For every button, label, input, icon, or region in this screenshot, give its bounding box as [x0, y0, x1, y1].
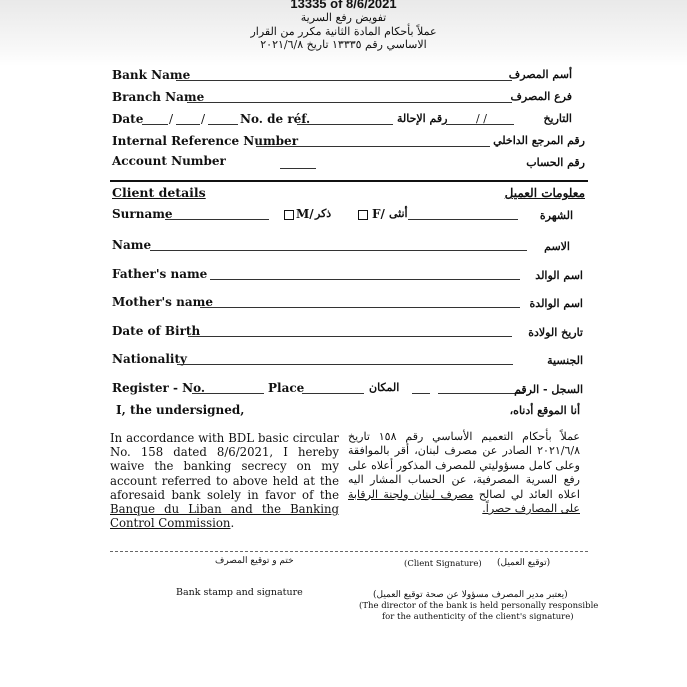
name-field[interactable]: [150, 250, 527, 251]
reference-number-label: No. de réf.: [240, 112, 311, 126]
date-day-field[interactable]: [142, 124, 168, 125]
branch-name-label-arabic: فرع المصرف: [510, 90, 572, 103]
male-label: M/: [296, 207, 314, 221]
nationality-field[interactable]: [177, 364, 513, 365]
female-label-arabic: أنثى: [389, 207, 408, 220]
bdl-bcc-reference: Banque du Liban and the Banking Control Commission: [110, 502, 339, 531]
bank-stamp-label: Bank stamp and signature: [176, 587, 303, 598]
date-of-birth-label: Date of Birth: [112, 324, 201, 338]
bdl-bcc-reference-arabic: مصرف لبنان ولجنة الرقابة على المصارف حصراً.: [348, 487, 580, 516]
nationality-label: Nationality: [112, 352, 187, 366]
surname-field[interactable]: [165, 219, 269, 220]
place-label-arabic: المكان: [369, 381, 400, 394]
female-checkbox[interactable]: [358, 210, 368, 220]
male-checkbox[interactable]: [284, 210, 294, 220]
mother-name-field[interactable]: [200, 307, 520, 308]
father-name-field[interactable]: [210, 279, 520, 280]
waiver-text-arabic: عملاً بأحكام التعميم الأساسي رقم ١٥٨ تاريخ ٢٠٢١/٦/٨ الصادر عن مصرف لبنان، أقر بالموافقة وعلى كامل مسؤوليتي للمصرف المذكور أعلاه على رفع السرية المصرفية، عن الحساب المشار اليه اعلاه العائد لي لصالح مصرف لبنان ولجنة الرقابة على المصارف حصراً.: [348, 430, 580, 516]
date-of-birth-field[interactable]: [188, 336, 512, 337]
register-number-label: Register - No.: [112, 381, 206, 395]
signature-line[interactable]: [110, 551, 588, 552]
date-year-field[interactable]: [208, 124, 238, 125]
date-slash: /: [169, 112, 174, 126]
client-signature-label: (Client Signature): [404, 559, 482, 569]
reference-number-field[interactable]: [297, 124, 393, 125]
name-label: Name: [112, 238, 152, 252]
branch-name-field[interactable]: [187, 102, 512, 103]
bank-stamp-label-arabic: ختم و توقيع المصرف: [215, 556, 294, 566]
internal-reference-label: Internal Reference Number: [112, 134, 299, 148]
internal-reference-label-arabic: رقم المرجع الداخلي: [493, 134, 585, 147]
female-label: F/: [372, 207, 385, 221]
surname-label-arabic: الشهرة: [539, 209, 573, 222]
account-number-field[interactable]: [280, 168, 316, 169]
bank-name-field[interactable]: [176, 80, 512, 81]
surname-arabic-field[interactable]: [408, 219, 518, 220]
director-note-line1: (The director of the bank is held personally responsible: [359, 601, 599, 611]
client-details-heading-arabic: معلومات العميل: [504, 186, 585, 200]
undersigned-text-arabic: أنا الموقع أدناه،: [509, 404, 580, 417]
father-name-label: Father's name: [112, 267, 208, 281]
internal-reference-field[interactable]: [256, 146, 490, 147]
form-title-arabic: تفويض رفع السرية: [300, 11, 387, 24]
date-label-arabic: التاريخ: [543, 112, 572, 125]
male-label-arabic: ذكر: [315, 207, 332, 220]
mother-name-label: Mother's name: [112, 295, 213, 309]
account-number-label-arabic: رقم الحساب: [526, 156, 585, 169]
register-number-label-arabic: السجل - الرقم: [514, 383, 583, 396]
form-subtitle-arabic: عملاً بأحكام المادة الثانية مكرر من القرار: [250, 25, 437, 38]
date-slash: /: [201, 112, 206, 126]
director-note-arabic: (يعتبر مدير المصرف مسؤولا عن صحة توقيع العميل): [373, 590, 568, 600]
director-note-line2: for the authenticity of the client's signature): [382, 612, 574, 622]
section-divider: [110, 180, 588, 182]
mother-name-label-arabic: اسم الوالدة: [529, 297, 583, 310]
account-number-label: Account Number: [112, 154, 226, 168]
date-arabic-slashes: / /: [476, 112, 487, 125]
nationality-label-arabic: الجنسية: [547, 354, 583, 367]
place-field[interactable]: [302, 393, 364, 394]
father-name-label-arabic: اسم الوالد: [535, 269, 583, 282]
date-month-field[interactable]: [176, 124, 200, 125]
branch-name-label: Branch Name: [112, 90, 205, 104]
place-arabic-field[interactable]: [412, 393, 430, 394]
bank-name-label: Bank Name: [112, 68, 191, 82]
surname-label: Surname: [112, 207, 173, 221]
bank-name-label-arabic: أسم المصرف: [508, 68, 572, 81]
circular-reference: 13335 of 8/6/2021: [290, 0, 397, 11]
register-arabic-field[interactable]: [438, 393, 524, 394]
date-of-birth-label-arabic: تاريخ الولادة: [528, 326, 583, 339]
place-label: Place: [268, 381, 305, 395]
reference-number-label-arabic: رقم الإحالة: [397, 112, 448, 125]
waiver-text-english: In accordance with BDL basic circular No. 158 dated 8/6/2021, I hereby waive the banking secrecy on my account referred to above held at the aforesaid bank solely in favor of the Banque du Liban and the Banking Control Commission.: [110, 431, 339, 531]
date-label: Date: [112, 112, 144, 126]
form-subtitle2-arabic: الاساسي رقم ١٣٣٣٥ تاريخ ٢٠٢١/٦/٨: [260, 38, 427, 51]
client-signature-label-arabic: (توقيع العميل): [497, 558, 551, 568]
client-details-heading: Client details: [112, 185, 206, 200]
undersigned-text: I, the undersigned,: [116, 403, 245, 417]
register-number-field[interactable]: [192, 393, 264, 394]
name-label-arabic: الاسم: [544, 240, 570, 253]
